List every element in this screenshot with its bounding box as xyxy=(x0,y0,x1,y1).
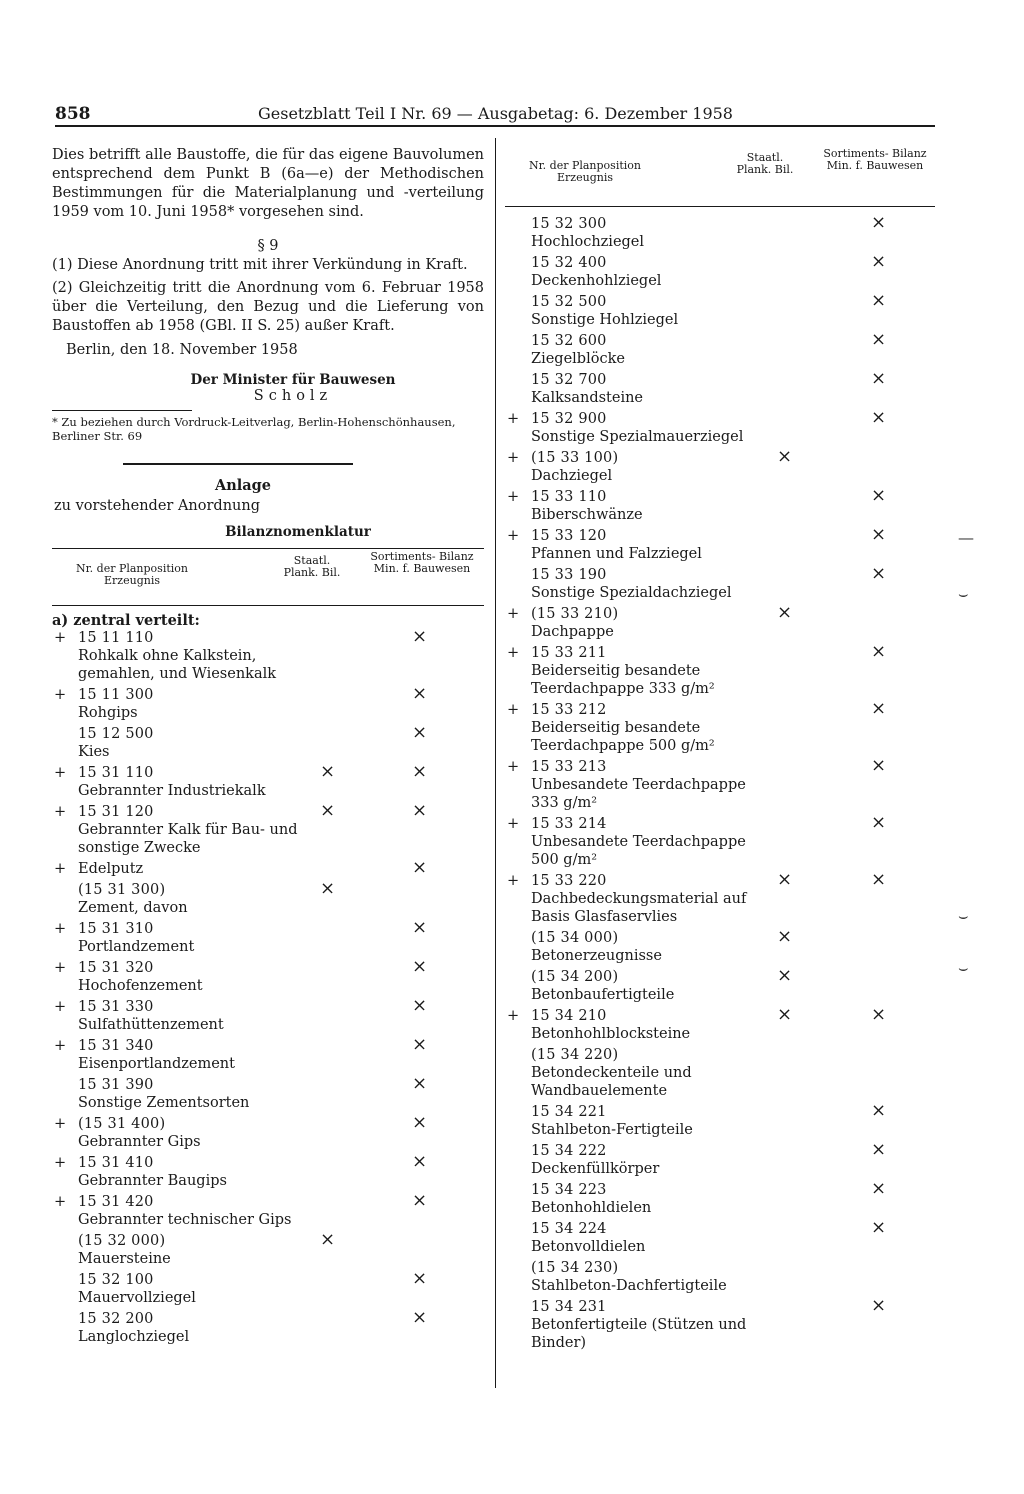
footnote: * Zu beziehen durch Vordruck-Leitverlag, Berlin-Hohenschönhausen, Berliner Str. 69 xyxy=(52,415,456,443)
table-row xyxy=(505,290,935,329)
planposition-code: 15 31 110 xyxy=(78,765,154,781)
plus-marker: + xyxy=(507,702,520,718)
sortiment-mark: × xyxy=(871,1178,887,1199)
table-row xyxy=(52,995,484,1034)
staatl-mark: × xyxy=(777,869,793,890)
left-rows xyxy=(52,626,484,1346)
section-heading: § 9 xyxy=(257,238,279,254)
sortiment-mark: × xyxy=(871,1295,887,1316)
planposition-code: 15 33 211 xyxy=(531,645,607,661)
plus-marker: + xyxy=(507,411,520,427)
table-row xyxy=(505,1259,935,1295)
right-table-header xyxy=(505,146,935,207)
table-row xyxy=(505,926,935,965)
sortiment-mark: × xyxy=(871,290,887,311)
product-name: Gebrannter Kalk für Bau- und sonstige Zwecke xyxy=(78,822,298,856)
table-row xyxy=(52,857,484,878)
planposition-code: 15 31 120 xyxy=(78,804,154,820)
margin-mark: ⌣ xyxy=(958,584,969,603)
table-row xyxy=(52,722,484,761)
table-row xyxy=(505,368,935,407)
planposition-code: 15 32 900 xyxy=(531,411,607,427)
table-row xyxy=(505,965,935,1004)
table-row xyxy=(505,869,935,926)
planposition-code: 15 31 420 xyxy=(78,1194,154,1210)
product-name: Dachziegel xyxy=(531,468,613,484)
product-name: Dachbedeckungsmaterial auf Basis Glasfaservlies xyxy=(531,891,747,925)
planposition-code: (15 34 200) xyxy=(531,969,619,985)
sortiment-mark: × xyxy=(871,1100,887,1121)
left-column xyxy=(52,146,484,1349)
table-row xyxy=(52,1307,484,1346)
product-name: Ziegelblöcke xyxy=(531,351,625,367)
planposition-code: 15 31 320 xyxy=(78,960,154,976)
staatl-mark: × xyxy=(777,602,793,623)
planposition-code: (15 33 210) xyxy=(531,606,619,622)
product-name: Gebrannter Industriekalk xyxy=(78,783,266,799)
sortiment-mark: × xyxy=(871,563,887,584)
product-name: Rohkalk ohne Kalkstein, gemahlen, und Wiesenkalk xyxy=(78,648,277,682)
product-name: Beiderseitig besandete Teerdachpappe 333 g/m² xyxy=(531,663,715,697)
planposition-code: 15 32 100 xyxy=(78,1272,154,1288)
planposition-code: 15 32 500 xyxy=(531,294,607,310)
planposition-code: 15 34 231 xyxy=(531,1299,607,1315)
minister-title: Der Minister für Bauwesen xyxy=(190,372,396,388)
sortiment-mark: × xyxy=(412,917,428,938)
staatl-mark: × xyxy=(777,965,793,986)
table-row xyxy=(505,407,935,446)
paragraph-1: (1) Diese Anordnung tritt mit ihrer Verkündung in Kraft. xyxy=(52,257,468,273)
table-row xyxy=(52,1190,484,1229)
planposition-code: 15 31 340 xyxy=(78,1038,154,1054)
table-row xyxy=(505,1295,935,1352)
sortiment-mark: × xyxy=(412,1151,428,1172)
table-row xyxy=(52,683,484,722)
product-name: Sonstige Zementsorten xyxy=(78,1095,250,1111)
anlage-title: Anlage xyxy=(214,477,272,494)
sortiment-mark: × xyxy=(871,812,887,833)
table-row xyxy=(52,956,484,995)
sortiment-mark: × xyxy=(871,869,887,890)
product-name: Betonbaufertigteile xyxy=(531,987,675,1003)
planposition-code: 15 33 190 xyxy=(531,567,607,583)
planposition-code: 15 34 224 xyxy=(531,1221,607,1237)
planposition-code: (15 34 220) xyxy=(531,1047,619,1063)
margin-mark: ⌣ xyxy=(958,958,969,977)
sortiment-mark: × xyxy=(871,329,887,350)
planposition-code: (15 32 000) xyxy=(78,1233,166,1249)
left-table xyxy=(52,548,484,1346)
sortiment-mark: × xyxy=(871,641,887,662)
product-name: Deckenhohlziegel xyxy=(531,273,662,289)
product-name: Edelputz xyxy=(78,861,144,877)
product-name: Mauersteine xyxy=(78,1251,171,1267)
group-label: a) zentral verteilt: xyxy=(52,612,200,629)
planposition-code: 15 34 221 xyxy=(531,1104,607,1120)
plus-marker: + xyxy=(507,528,520,544)
anlage-rule xyxy=(123,463,353,465)
plus-marker: + xyxy=(54,1194,67,1210)
planposition-code: 15 32 200 xyxy=(78,1311,154,1327)
planposition-code: 15 32 300 xyxy=(531,216,607,232)
product-name: Betonhohlblocksteine xyxy=(531,1026,691,1042)
planposition-code: 15 33 120 xyxy=(531,528,607,544)
product-name: Kalksandsteine xyxy=(531,390,644,406)
plus-marker: + xyxy=(507,759,520,775)
planposition-code: 15 31 310 xyxy=(78,921,154,937)
plus-marker: + xyxy=(54,861,67,877)
product-name: Zement, davon xyxy=(78,900,188,916)
product-name: Betonerzeugnisse xyxy=(531,948,662,964)
column-divider xyxy=(495,138,496,1388)
sortiment-mark: × xyxy=(412,1073,428,1094)
sortiment-mark: × xyxy=(871,407,887,428)
sortiment-mark: × xyxy=(412,857,428,878)
product-name: Biberschwänze xyxy=(531,507,643,523)
right-rows xyxy=(505,212,935,1352)
product-name: Gebrannter technischer Gips xyxy=(78,1212,292,1228)
product-name: Betonhohldielen xyxy=(531,1200,652,1216)
staatl-mark: × xyxy=(777,446,793,467)
table-row xyxy=(505,1004,935,1043)
sortiment-mark: × xyxy=(871,698,887,719)
planposition-code: 15 33 220 xyxy=(531,873,607,889)
sortiment-mark: × xyxy=(871,524,887,545)
header-rule xyxy=(55,125,935,127)
table-row xyxy=(505,1178,935,1217)
planposition-code: 15 33 212 xyxy=(531,702,607,718)
product-name: Gebrannter Gips xyxy=(78,1134,201,1150)
table-row xyxy=(505,1217,935,1256)
sortiment-mark: × xyxy=(871,368,887,389)
planposition-code: 15 12 500 xyxy=(78,726,154,742)
planposition-code: 15 33 213 xyxy=(531,759,607,775)
sortiment-mark: × xyxy=(871,1217,887,1238)
product-name: Portlandzement xyxy=(78,939,195,955)
table-row xyxy=(52,800,484,857)
table-row xyxy=(505,446,935,485)
sortiment-mark: × xyxy=(412,1112,428,1133)
table-row xyxy=(505,812,935,869)
planposition-code: 15 11 110 xyxy=(78,630,154,646)
product-name: Beiderseitig besandete Teerdachpappe 500 g/m² xyxy=(531,720,715,754)
sortiment-mark: × xyxy=(412,1307,428,1328)
sortiment-mark: × xyxy=(871,251,887,272)
plus-marker: + xyxy=(54,630,67,646)
planposition-code: (15 33 100) xyxy=(531,450,619,466)
plus-marker: + xyxy=(54,804,67,820)
table-row xyxy=(52,878,484,917)
planposition-code: 15 32 700 xyxy=(531,372,607,388)
planposition-code: (15 34 230) xyxy=(531,1260,619,1276)
margin-mark: ⌣ xyxy=(958,906,969,925)
plus-marker: + xyxy=(507,606,520,622)
product-name: Deckenfüllkörper xyxy=(531,1161,660,1177)
sortiment-mark: × xyxy=(412,1268,428,1289)
table-row xyxy=(52,1151,484,1190)
right-table xyxy=(505,146,935,1352)
table-row xyxy=(505,602,935,641)
product-name: Hochofenzement xyxy=(78,978,203,994)
product-name: Sonstige Spezialdachziegel xyxy=(531,585,732,601)
product-name: Unbesandete Teerdachpappe 333 g/m² xyxy=(531,777,746,811)
table-row xyxy=(52,1268,484,1307)
planposition-code: 15 31 410 xyxy=(78,1155,154,1171)
plus-marker: + xyxy=(507,1008,520,1024)
plus-marker: + xyxy=(54,765,67,781)
plus-marker: + xyxy=(54,1155,67,1171)
sortiment-mark: × xyxy=(412,995,428,1016)
paragraph-2: (2) Gleichzeitig tritt die Anordnung vom 6. Februar 1958 über die Verteilung, den Bezug und die Lieferung von Baustoffen ab 1958 (GBl. II S. 25) außer Kraft. xyxy=(52,280,484,334)
product-name: Sulfathüttenzement xyxy=(78,1017,224,1033)
sortiment-mark: × xyxy=(871,212,887,233)
table-row xyxy=(52,1034,484,1073)
product-name: Unbesandete Teerdachpappe 500 g/m² xyxy=(531,834,746,868)
plus-marker: + xyxy=(54,921,67,937)
sortiment-mark: × xyxy=(871,1139,887,1160)
intro-paragraph: Dies betrifft alle Baustoffe, die für das eigene Bauvolumen entsprechend dem Punkt B (6a—e) der Methodischen Bestimmungen für die Materialplanung und -verteilung 1959 vom 10. Juni 1958* vorgesehen sind. xyxy=(52,147,484,220)
sortiment-mark: × xyxy=(412,1190,428,1211)
staatl-mark: × xyxy=(320,761,336,782)
table-row xyxy=(505,641,935,698)
planposition-code: 15 11 300 xyxy=(78,687,154,703)
page-number: 858 xyxy=(55,104,91,124)
product-name: Gebrannter Baugips xyxy=(78,1173,227,1189)
product-name: Betonfertigteile (Stützen und Binder) xyxy=(531,1317,747,1351)
plus-marker: + xyxy=(507,816,520,832)
header-col-sortiment: Sortiments- Bilanz Min. f. Bauwesen xyxy=(823,147,927,172)
product-name: Langlochziegel xyxy=(78,1329,190,1345)
header-col-staatl: Staatl. Plank. Bil. xyxy=(283,554,341,579)
header-col-staatl: Staatl. Plank. Bil. xyxy=(736,151,794,176)
staatl-mark: × xyxy=(320,1229,336,1250)
planposition-code: (15 34 000) xyxy=(531,930,619,946)
table-row xyxy=(505,1139,935,1178)
plus-marker: + xyxy=(54,1038,67,1054)
table-row xyxy=(505,1046,935,1100)
table-row xyxy=(505,755,935,812)
staatl-mark: × xyxy=(320,800,336,821)
sortiment-mark: × xyxy=(412,761,428,782)
sortiment-mark: × xyxy=(412,683,428,704)
table-row xyxy=(505,1100,935,1139)
planposition-code: (15 31 400) xyxy=(78,1116,166,1132)
sortiment-mark: × xyxy=(412,1034,428,1055)
table-row xyxy=(52,1229,484,1268)
planposition-code: 15 33 214 xyxy=(531,816,607,832)
table-row xyxy=(505,251,935,290)
product-name: Sonstige Spezialmauerziegel xyxy=(531,429,744,445)
plus-marker: + xyxy=(507,873,520,889)
staatl-mark: × xyxy=(320,878,336,899)
header-col-sortiment: Sortiments- Bilanz Min. f. Bauwesen xyxy=(370,550,474,575)
anlage-subtitle: zu vorstehender Anordnung xyxy=(54,498,261,514)
sortiment-mark: × xyxy=(412,626,428,647)
sortiment-mark: × xyxy=(871,1004,887,1025)
planposition-code: 15 32 600 xyxy=(531,333,607,349)
header-col-planposition: Nr. der Planposition Erzeugnis xyxy=(75,562,188,587)
staatl-mark: × xyxy=(777,1004,793,1025)
running-title: Gesetzblatt Teil I Nr. 69 — Ausgabetag: 6. Dezember 1958 xyxy=(258,104,733,123)
planposition-code: 15 33 110 xyxy=(531,489,607,505)
table-row xyxy=(52,1112,484,1151)
sortiment-mark: × xyxy=(412,956,428,977)
table-row xyxy=(505,329,935,368)
product-name: Stahlbeton-Dachfertigteile xyxy=(531,1278,727,1294)
sortiment-mark: × xyxy=(412,722,428,743)
table-row xyxy=(52,626,484,683)
table-row xyxy=(505,563,935,602)
table-row xyxy=(505,212,935,251)
table-row xyxy=(52,1073,484,1112)
right-column xyxy=(505,146,935,1355)
product-name: Dachpappe xyxy=(531,624,614,640)
product-name: Kies xyxy=(78,744,110,760)
sortiment-mark: × xyxy=(871,755,887,776)
plus-marker: + xyxy=(507,489,520,505)
sortiment-mark: × xyxy=(871,485,887,506)
product-name: Sonstige Hohlziegel xyxy=(531,312,679,328)
table-row xyxy=(505,698,935,755)
planposition-code: 15 31 390 xyxy=(78,1077,154,1093)
plus-marker: + xyxy=(54,687,67,703)
plus-marker: + xyxy=(54,960,67,976)
staatl-mark: × xyxy=(777,926,793,947)
planposition-code: 15 31 330 xyxy=(78,999,154,1015)
planposition-code: 15 34 223 xyxy=(531,1182,607,1198)
plus-marker: + xyxy=(54,999,67,1015)
sortiment-mark: × xyxy=(412,800,428,821)
plus-marker: + xyxy=(54,1116,67,1132)
product-name: Stahlbeton-Fertigteile xyxy=(531,1122,693,1138)
product-name: Hochlochziegel xyxy=(531,234,645,250)
margin-mark: — xyxy=(958,528,974,547)
plus-marker: + xyxy=(507,645,520,661)
product-name: Eisenportlandzement xyxy=(78,1056,235,1072)
planposition-code: 15 34 210 xyxy=(531,1008,607,1024)
product-name: Rohgips xyxy=(78,705,138,721)
product-name: Pfannen und Falzziegel xyxy=(531,546,702,562)
minister-name: Scholz xyxy=(253,388,333,404)
nomenklatur-title: Bilanznomenklatur xyxy=(225,524,371,540)
plus-marker: + xyxy=(507,450,520,466)
table-row xyxy=(52,761,484,800)
left-table-header xyxy=(52,548,484,606)
date-line: Berlin, den 18. November 1958 xyxy=(66,342,298,358)
planposition-code: (15 31 300) xyxy=(78,882,166,898)
planposition-code: 15 32 400 xyxy=(531,255,607,271)
table-row xyxy=(52,917,484,956)
header-col-planposition: Nr. der Planposition Erzeugnis xyxy=(528,159,641,184)
footnote-rule xyxy=(52,410,192,411)
product-name: Betondeckenteile und Wandbauelemente xyxy=(531,1065,692,1099)
product-name: Mauervollziegel xyxy=(78,1290,196,1306)
planposition-code: 15 34 222 xyxy=(531,1143,607,1159)
product-name: Betonvolldielen xyxy=(531,1239,646,1255)
table-row xyxy=(505,485,935,524)
table-row xyxy=(505,524,935,563)
